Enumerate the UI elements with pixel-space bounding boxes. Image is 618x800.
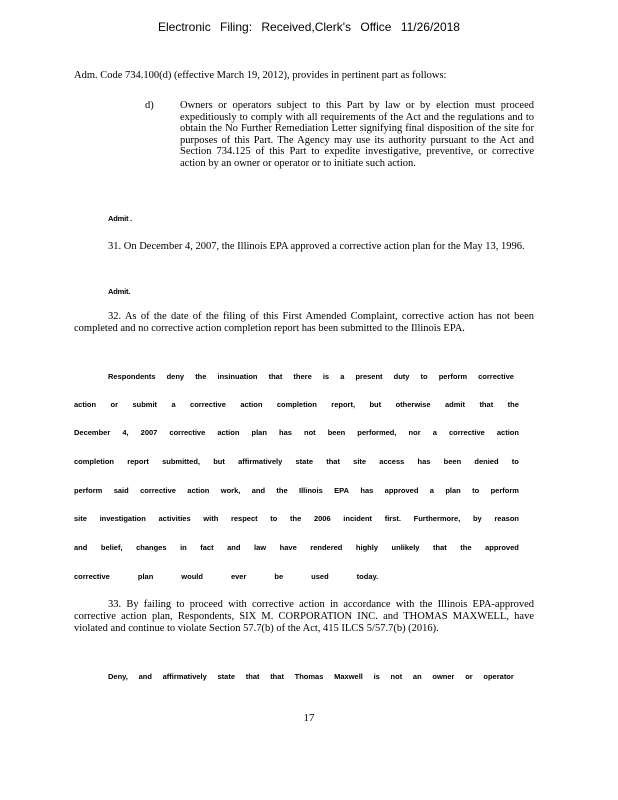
response-word: Deny, bbox=[108, 672, 128, 681]
response-word: highly bbox=[355, 543, 379, 552]
response-word: approved bbox=[485, 543, 519, 552]
response-word: admit bbox=[445, 400, 466, 409]
response-word: 4, bbox=[122, 428, 129, 437]
response-word: corrective bbox=[190, 400, 226, 409]
response-word: said bbox=[113, 486, 129, 495]
response-word: affirmatively bbox=[238, 457, 283, 466]
response-word: that bbox=[433, 543, 447, 552]
response-word: plan bbox=[137, 572, 154, 581]
response-word: law bbox=[254, 543, 267, 552]
response-word: to bbox=[472, 486, 480, 495]
response-word: denied bbox=[474, 457, 499, 466]
response-word: been bbox=[443, 457, 462, 466]
response-line bbox=[74, 457, 519, 466]
response-word: has bbox=[278, 428, 292, 437]
response-line bbox=[74, 428, 519, 437]
response-word: a bbox=[432, 428, 437, 437]
response-line bbox=[74, 486, 519, 495]
response-last-line bbox=[108, 672, 514, 681]
response-word: site bbox=[74, 514, 87, 523]
response-word: with bbox=[203, 514, 219, 523]
response-line bbox=[74, 514, 519, 523]
response-word: first. bbox=[384, 514, 401, 523]
response-word: work, bbox=[220, 486, 241, 495]
response-word: Respondents bbox=[108, 372, 156, 381]
response-word: but bbox=[369, 400, 382, 409]
response-word: perform bbox=[74, 486, 103, 495]
response-word: to bbox=[511, 457, 519, 466]
response-word: duty bbox=[393, 372, 410, 381]
response-word: action bbox=[187, 486, 210, 495]
response-word: and bbox=[138, 672, 152, 681]
response-word: or bbox=[465, 672, 473, 681]
response-word: that bbox=[479, 400, 494, 409]
response-word: state bbox=[295, 457, 313, 466]
response-word: the bbox=[195, 372, 207, 381]
response-word: reason bbox=[494, 514, 519, 523]
response-word: completion bbox=[74, 457, 115, 466]
response-word: investigation bbox=[99, 514, 146, 523]
response-word: a bbox=[171, 400, 176, 409]
page-number: 17 bbox=[303, 712, 315, 724]
response-word: belief, bbox=[100, 543, 123, 552]
response-word: today. bbox=[356, 572, 379, 581]
response-word: Illinois bbox=[299, 486, 323, 495]
response-word: that bbox=[268, 372, 283, 381]
response-word: would bbox=[181, 572, 203, 581]
response-word: that bbox=[326, 457, 340, 466]
response-word: and bbox=[251, 486, 266, 495]
response-word: owner bbox=[432, 672, 455, 681]
response-word: used bbox=[311, 572, 329, 581]
paragraph-31: 31. On December 4, 2007, the Illinois EPA approved a corrective action plan for the May 13, 1996. bbox=[108, 241, 525, 252]
response-word: Furthermore, bbox=[413, 514, 461, 523]
response-word: action bbox=[74, 400, 97, 409]
response-word: EPA bbox=[334, 486, 350, 495]
response-word: but bbox=[213, 457, 225, 466]
response-word: the bbox=[507, 400, 519, 409]
response-word: Thomas bbox=[294, 672, 324, 681]
response-word: plan bbox=[445, 486, 461, 495]
response-word: corrective bbox=[169, 428, 206, 437]
response-word: action bbox=[217, 428, 240, 437]
response-word: there bbox=[293, 372, 312, 381]
quoted-regulation: Owners or operators subject to this Part by law or by election must proceed expeditiously to comply with all requirements of the Act and the regulations and to obtain the No Further Remediation Letter signifying final disposition of the site for purposes of this Part. The Agency may use its authority pursuant to the Act and Section 734.125 of this Part to expedite investigative, preventive, or corrective action by an owner or operator or to initiate such action. bbox=[180, 100, 534, 169]
paragraph-33: 33. By failing to proceed with corrective action in accordance with the Illinois EPA-approved corrective action plan, Respondents, SIX M. CORPORATION INC. and THOMAS MAXWELL, have violated and continue to violate Section 57.7(b) of the Act, 415 ILCS 5/57.7(b) (2016). bbox=[74, 599, 534, 634]
response-word: corrective bbox=[140, 486, 176, 495]
response-word: plan bbox=[251, 428, 267, 437]
filing-header: Electronic Filing: Received,Clerk's Office 11/26/2018 bbox=[158, 20, 460, 34]
response-word: ever bbox=[230, 572, 247, 581]
response-word: an bbox=[412, 672, 422, 681]
answer-admit-2: Admit. bbox=[108, 287, 131, 296]
response-word: state bbox=[217, 672, 236, 681]
response-word: completion bbox=[276, 400, 317, 409]
response-word: deny bbox=[166, 372, 185, 381]
response-word: corrective bbox=[74, 572, 110, 581]
paragraph-32: 32. As of the date of the filing of this First Amended Complaint, corrective action has not been completed and no corrective action completion report has been submitted to the Illinois EPA. bbox=[74, 311, 534, 334]
response-word: operator bbox=[483, 672, 514, 681]
response-word: incident bbox=[343, 514, 373, 523]
response-word: respect bbox=[230, 514, 258, 523]
response-word: not bbox=[390, 672, 403, 681]
response-word: report bbox=[127, 457, 149, 466]
response-line bbox=[108, 372, 514, 381]
response-word: or bbox=[110, 400, 119, 409]
response-word: present bbox=[355, 372, 383, 381]
response-word: perform bbox=[438, 372, 468, 381]
response-word: by bbox=[472, 514, 482, 523]
response-word: corrective bbox=[448, 428, 485, 437]
response-word: the bbox=[276, 486, 288, 495]
answer-admit-1: Admit . bbox=[108, 214, 133, 223]
response-line bbox=[74, 543, 519, 552]
response-word: be bbox=[274, 572, 284, 581]
response-word: a bbox=[340, 372, 345, 381]
response-word: submitted, bbox=[162, 457, 201, 466]
response-word: fact bbox=[200, 543, 214, 552]
response-word: is bbox=[322, 372, 330, 381]
response-word: approved bbox=[384, 486, 419, 495]
quote-label: d) bbox=[145, 100, 154, 111]
response-word: have bbox=[279, 543, 297, 552]
response-word: insinuation bbox=[217, 372, 258, 381]
response-word: that bbox=[245, 672, 260, 681]
response-word: site bbox=[353, 457, 367, 466]
response-word: unlikely bbox=[391, 543, 420, 552]
intro-paragraph: Adm. Code 734.100(d) (effective March 19, 2012), provides in pertinent part as follows: bbox=[74, 70, 447, 81]
response-word: and bbox=[227, 543, 241, 552]
response-word: and bbox=[74, 543, 88, 552]
response-word: perform bbox=[490, 486, 519, 495]
response-word: nor bbox=[408, 428, 421, 437]
response-word: to bbox=[270, 514, 278, 523]
response-word: activities bbox=[158, 514, 191, 523]
response-word: 2006 bbox=[313, 514, 331, 523]
response-word: action bbox=[240, 400, 263, 409]
response-word: has bbox=[417, 457, 431, 466]
response-word: 2007 bbox=[140, 428, 158, 437]
response-word: been bbox=[327, 428, 346, 437]
response-word: is bbox=[373, 672, 380, 681]
response-word: December bbox=[74, 428, 111, 437]
response-word: affirmatively bbox=[162, 672, 207, 681]
response-word: not bbox=[303, 428, 316, 437]
response-word: a bbox=[429, 486, 434, 495]
response-word: has bbox=[360, 486, 374, 495]
response-word: the bbox=[460, 543, 472, 552]
response-word: Maxwell bbox=[334, 672, 363, 681]
response-word: that bbox=[270, 672, 284, 681]
response-word: submit bbox=[132, 400, 158, 409]
response-word: changes bbox=[136, 543, 167, 552]
response-word: access bbox=[379, 457, 405, 466]
response-word: performed, bbox=[357, 428, 397, 437]
response-word: otherwise bbox=[395, 400, 431, 409]
response-word: report, bbox=[331, 400, 356, 409]
response-line bbox=[74, 572, 519, 581]
response-word: in bbox=[180, 543, 187, 552]
response-word: action bbox=[496, 428, 519, 437]
response-word: corrective bbox=[478, 372, 514, 381]
response-word: rendered bbox=[310, 543, 343, 552]
response-line bbox=[74, 400, 519, 409]
response-word: to bbox=[420, 372, 428, 381]
response-word: the bbox=[290, 514, 302, 523]
